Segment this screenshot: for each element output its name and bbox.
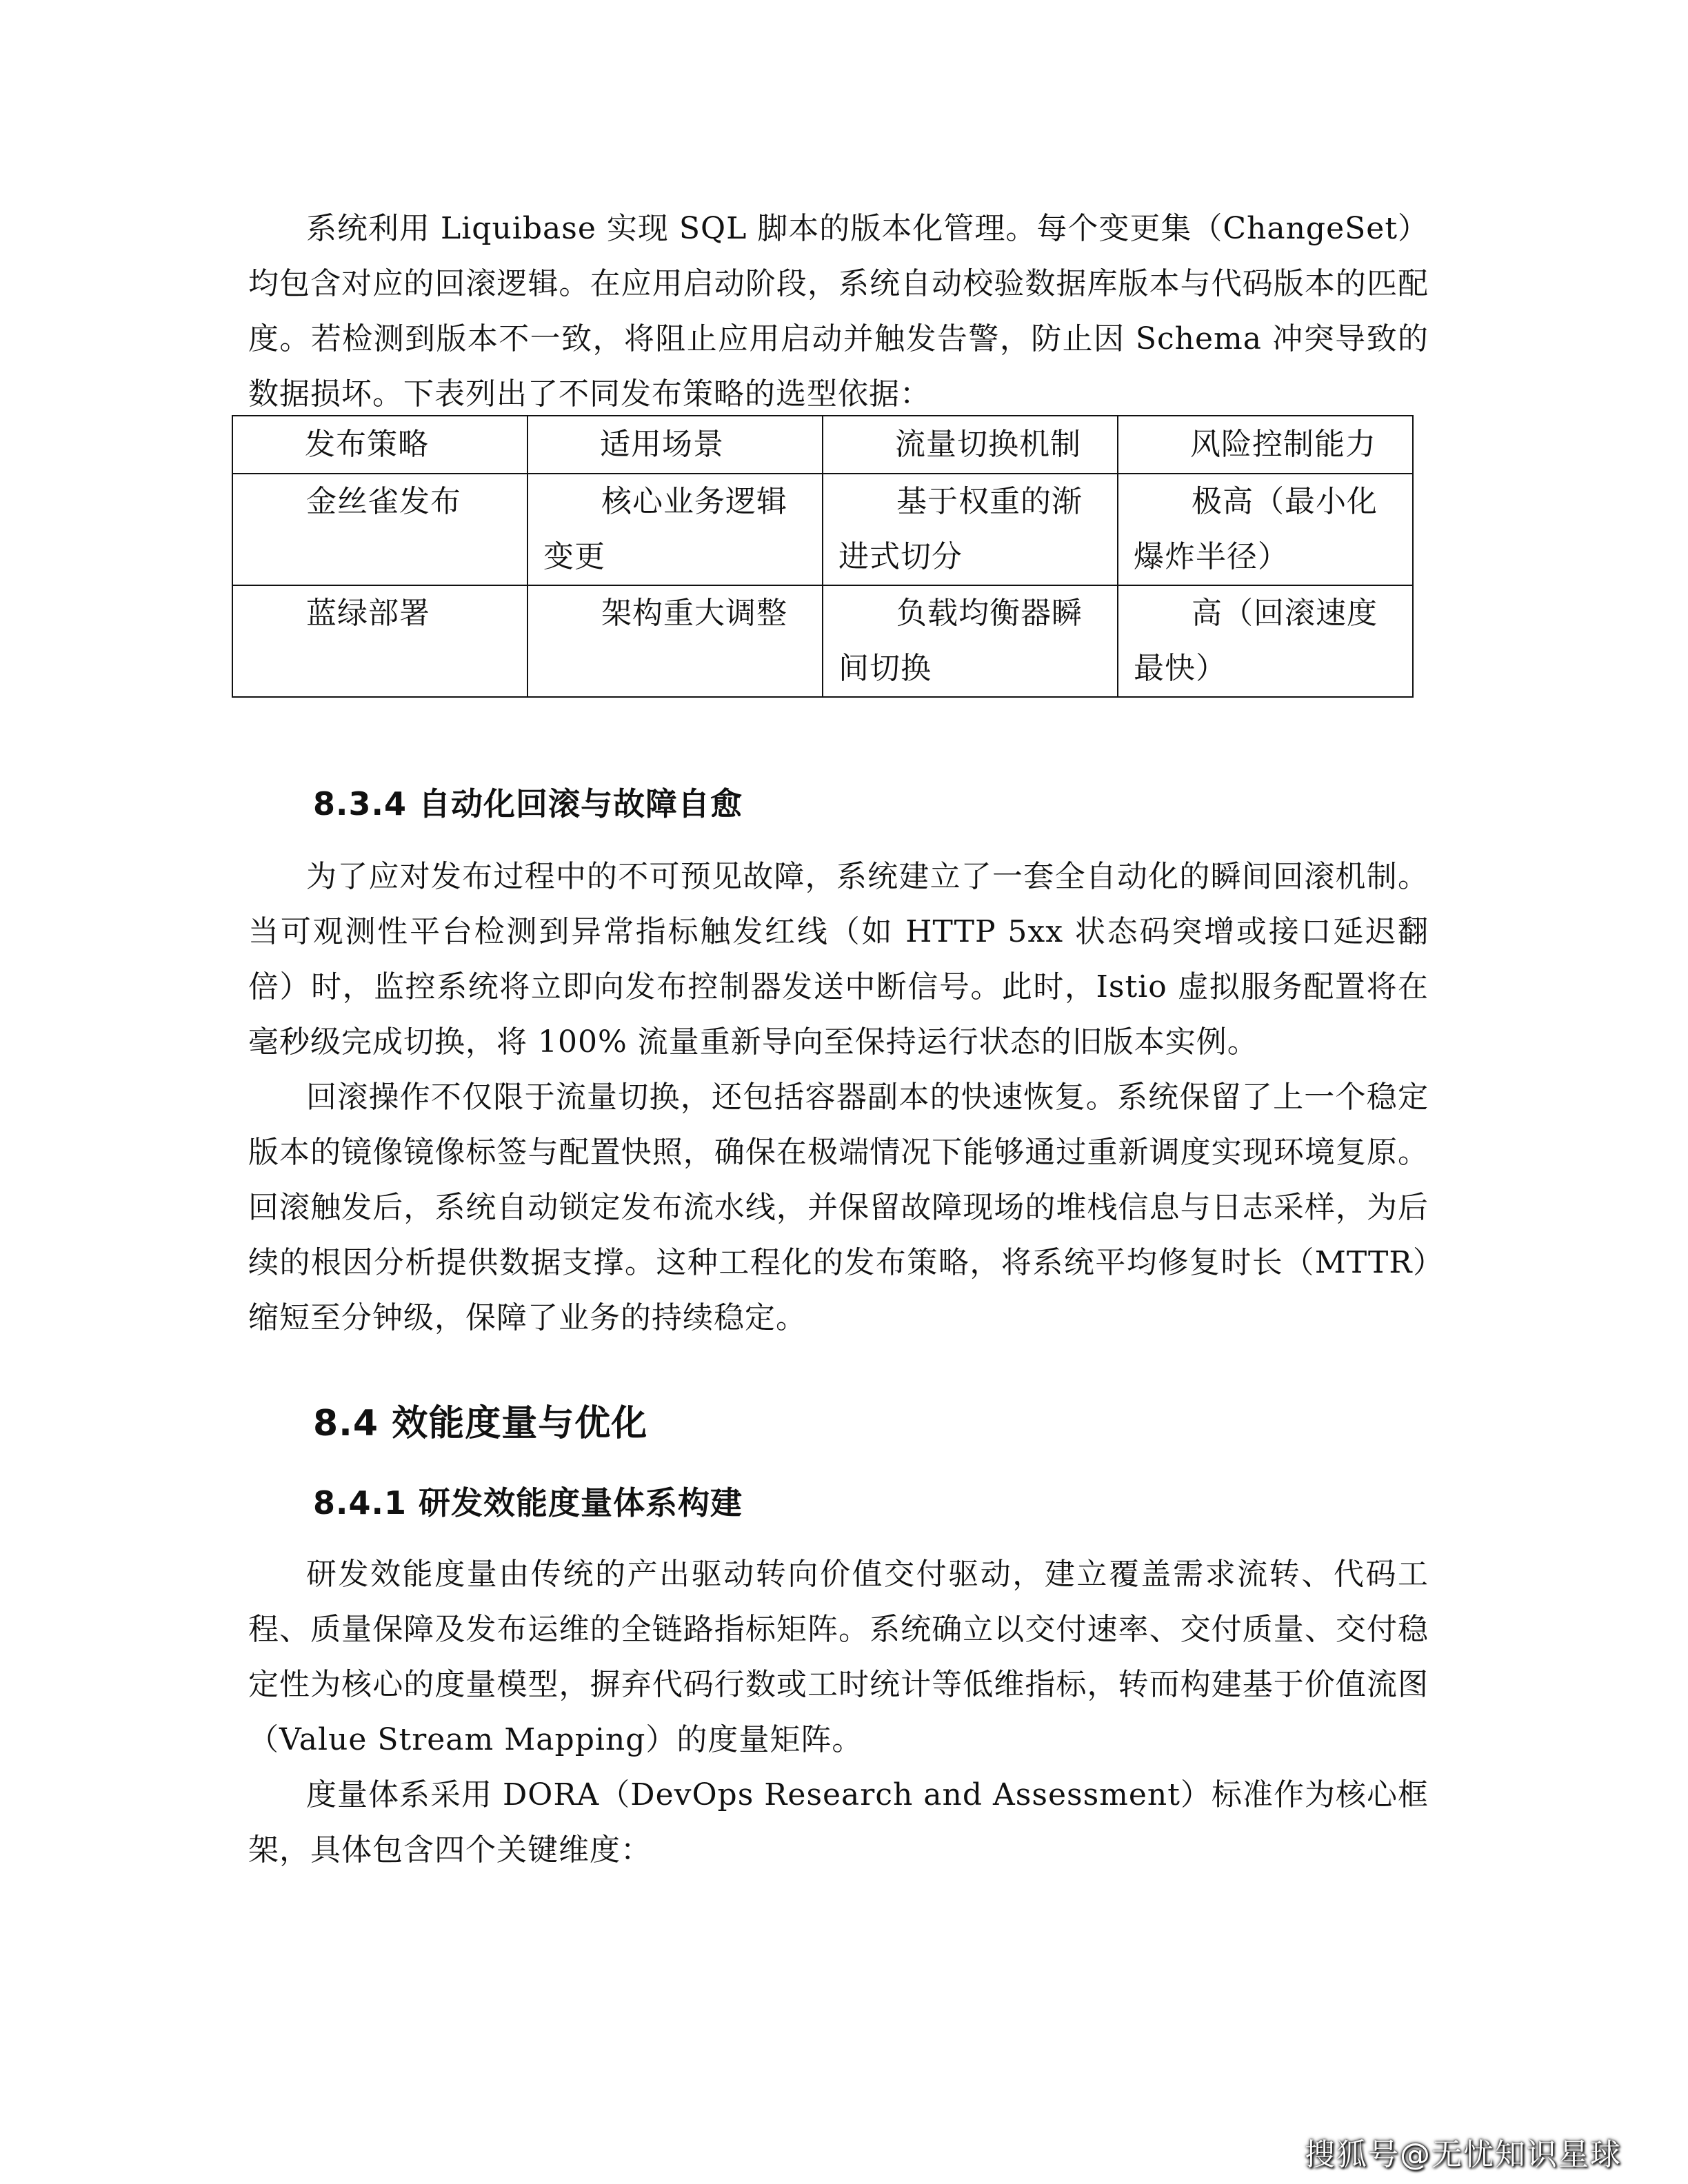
table-cell: 金丝雀发布 bbox=[232, 474, 528, 585]
section-heading-8-4: 8.4 效能度量与优化 bbox=[313, 1403, 648, 1444]
table-cell: 极高（最小化爆炸半径） bbox=[1118, 474, 1413, 585]
table-cell: 高（回滚速度最快） bbox=[1118, 585, 1413, 697]
intro-paragraph: 系统利用 Liquibase 实现 SQL 脚本的版本化管理。每个变更集（ChangeSet）均包含对应的回滚逻辑。在应用启动阶段，系统自动校验数据库版本与代码版本的匹配度。若检测到版本不一致，将阻止应用启动并触发告警，防止因 Schema 冲突导致的数据损坏。下表列出了不同发布策略的选型依据： bbox=[248, 211, 1429, 412]
table-row bbox=[232, 474, 1413, 585]
paragraph: 回滚操作不仅限于流量切换，还包括容器副本的快速恢复。系统保留了上一个稳定版本的镜像镜像标签与配置快照，确保在极端情况下能够通过重新调度实现环境复原。回滚触发后，系统自动锁定发布流水线，并保留故障现场的堆栈信息与日志采样，为后续的根因分析提供数据支撑。这种工程化的发布策略，将系统平均修复时长（MTTR）缩短至分钟级，保障了业务的持续稳定。 bbox=[248, 1080, 1429, 1335]
section-heading-8-4-1: 8.4.1 研发效能度量体系构建 bbox=[313, 1484, 743, 1521]
table-header-cell: 发布策略 bbox=[232, 416, 528, 474]
table-cell: 负载均衡器瞬间切换 bbox=[823, 585, 1118, 697]
paragraph: 研发效能度量由传统的产出驱动转向价值交付驱动，建立覆盖需求流转、代码工程、质量保障及发布运维的全链路指标矩阵。系统确立以交付速率、交付质量、交付稳定性为核心的度量模型，摒弃代码行数或工时统计等低维指标，转而构建基于价值流图（Value Stream Mapping）的度量矩阵。 bbox=[248, 1557, 1429, 1757]
table-header-row bbox=[232, 416, 1413, 474]
table-cell: 架构重大调整 bbox=[528, 585, 823, 697]
table-header-cell: 风险控制能力 bbox=[1118, 416, 1413, 474]
release-strategy-table bbox=[232, 415, 1414, 698]
table-header-cell: 适用场景 bbox=[528, 416, 823, 474]
table-row bbox=[232, 585, 1413, 697]
paragraph: 为了应对发布过程中的不可预见故障，系统建立了一套全自动化的瞬间回滚机制。当可观测性平台检测到异常指标触发红线（如 HTTP 5xx 状态码突增或接口延迟翻倍）时，监控系统将立即向发布控制器发送中断信号。此时，Istio 虚拟服务配置将在毫秒级完成切换，将 100% 流量重新导向至保持运行状态的旧版本实例。 bbox=[248, 859, 1429, 1060]
table-cell: 核心业务逻辑变更 bbox=[528, 474, 823, 585]
table-header-cell: 流量切换机制 bbox=[823, 416, 1118, 474]
paragraph: 度量体系采用 DORA（DevOps Research and Assessment）标准作为核心框架，具体包含四个关键维度： bbox=[248, 1777, 1429, 1868]
table-cell: 基于权重的渐进式切分 bbox=[823, 474, 1118, 585]
section-heading-8-3-4: 8.3.4 自动化回滚与故障自愈 bbox=[313, 785, 743, 822]
table-cell: 蓝绿部署 bbox=[232, 585, 528, 697]
watermark-text: 搜狐号@无忧知识星球 bbox=[1305, 2137, 1622, 2172]
